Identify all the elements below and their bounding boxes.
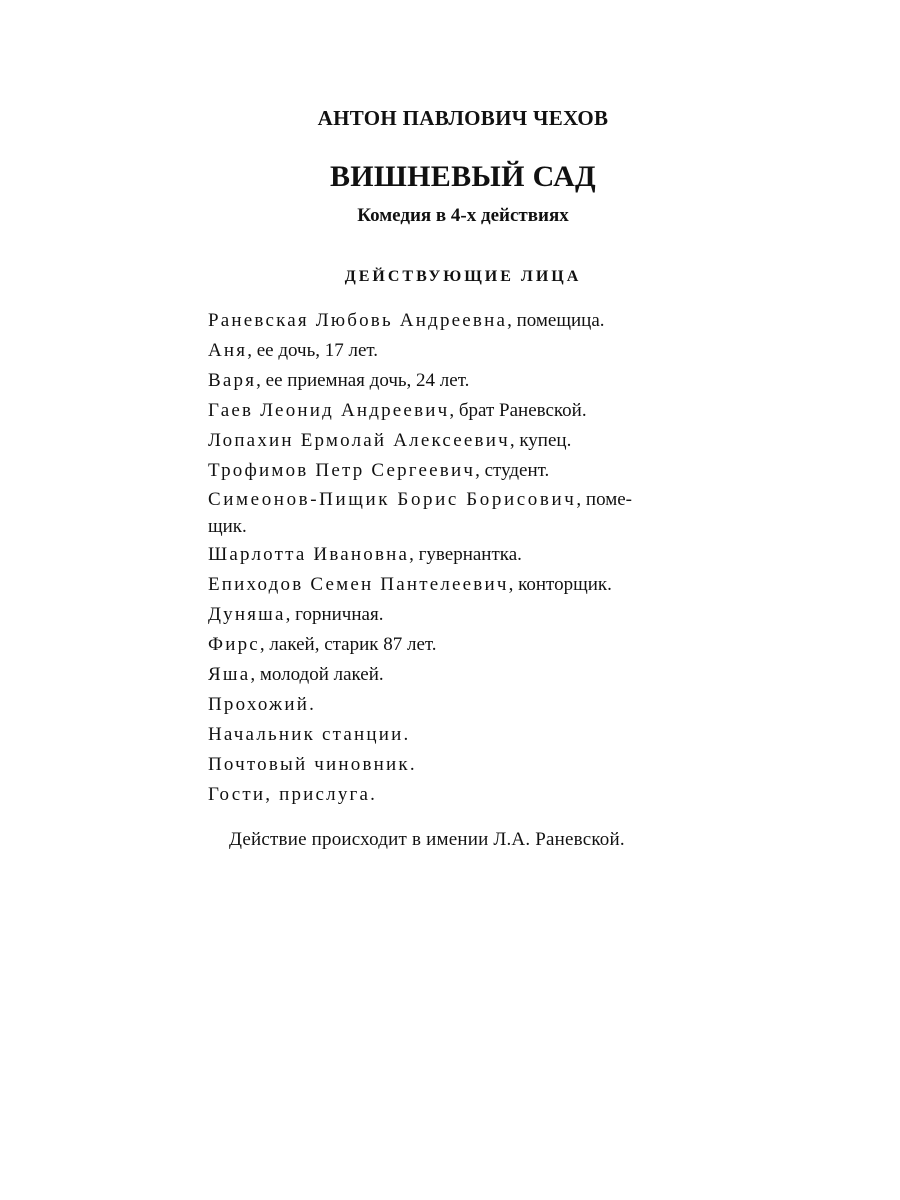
character-name: Трофимов Петр Сергеевич (208, 460, 476, 481)
setting-note: Действие происходит в имении Л.А. Раневской. (229, 829, 625, 850)
character-name: Яша (208, 664, 251, 685)
character-name: Почтовый чиновник (208, 754, 410, 775)
character-name: Епиходов Семен Пантелеевич (208, 574, 509, 595)
author-name: АНТОН ПАВЛОВИЧ ЧЕХОВ (317, 106, 609, 130)
character-description: , конторщик. (508, 574, 612, 595)
character-name: Начальник станции (208, 724, 404, 745)
character-description: , ее приемная дочь, 24 лет. (256, 370, 470, 391)
character-description: , брат Раневской. (449, 400, 587, 421)
cast-list (208, 306, 728, 810)
cast-item (208, 306, 728, 336)
character-name: Шарлотта Ивановна (208, 544, 410, 565)
character-description: . (409, 754, 415, 775)
cast-item (208, 336, 728, 366)
character-description: , горничная. (285, 604, 384, 625)
cast-item (208, 600, 728, 630)
character-name: Дуняша (208, 604, 286, 625)
cast-heading: ДЕЙСТВУЮЩИЕ ЛИЦА (344, 268, 582, 285)
character-name: Варя (208, 370, 257, 391)
cast-item (208, 690, 728, 720)
character-name: Лопахин Ермолай Алексеевич (208, 430, 510, 451)
character-description: , помещица. (507, 310, 605, 331)
cast-item (208, 660, 728, 690)
character-description-continued: щик. (208, 516, 247, 537)
character-description: , молодой лакей. (250, 664, 384, 685)
character-name: Прохожий (208, 694, 310, 715)
character-name: Раневская Любовь Андреевна (208, 310, 508, 331)
cast-item (208, 540, 728, 570)
character-name: Фирс (208, 634, 260, 655)
character-description: , купец. (509, 430, 572, 451)
character-name: Аня (208, 340, 248, 361)
play-subtitle: Комедия в 4-х действиях (357, 205, 569, 226)
cast-item (208, 396, 728, 426)
cast-item (208, 630, 728, 660)
character-description: . (370, 784, 375, 805)
cast-item (208, 366, 728, 396)
character-description: , гувернантка. (409, 544, 522, 565)
character-description: . (403, 724, 409, 745)
cast-item (208, 570, 728, 600)
play-title: ВИШНЕВЫЙ САД (329, 160, 596, 193)
cast-item (208, 720, 728, 750)
character-description: . (309, 694, 314, 715)
character-description: , поме- (576, 489, 632, 510)
character-name: Симеонов-Пищик Борис Борисович (208, 489, 577, 510)
cast-item (208, 750, 728, 780)
character-description: , ее дочь, 17 лет. (247, 340, 379, 361)
cast-item (208, 456, 728, 486)
character-name: Гаев Леонид Андреевич (208, 400, 450, 421)
cast-item (208, 780, 728, 810)
cast-item (208, 426, 728, 456)
character-description: , лакей, старик 87 лет. (259, 634, 437, 655)
character-description: , студент. (475, 460, 550, 481)
cast-item (208, 486, 728, 540)
character-name: Гости, прислуга (208, 784, 371, 805)
